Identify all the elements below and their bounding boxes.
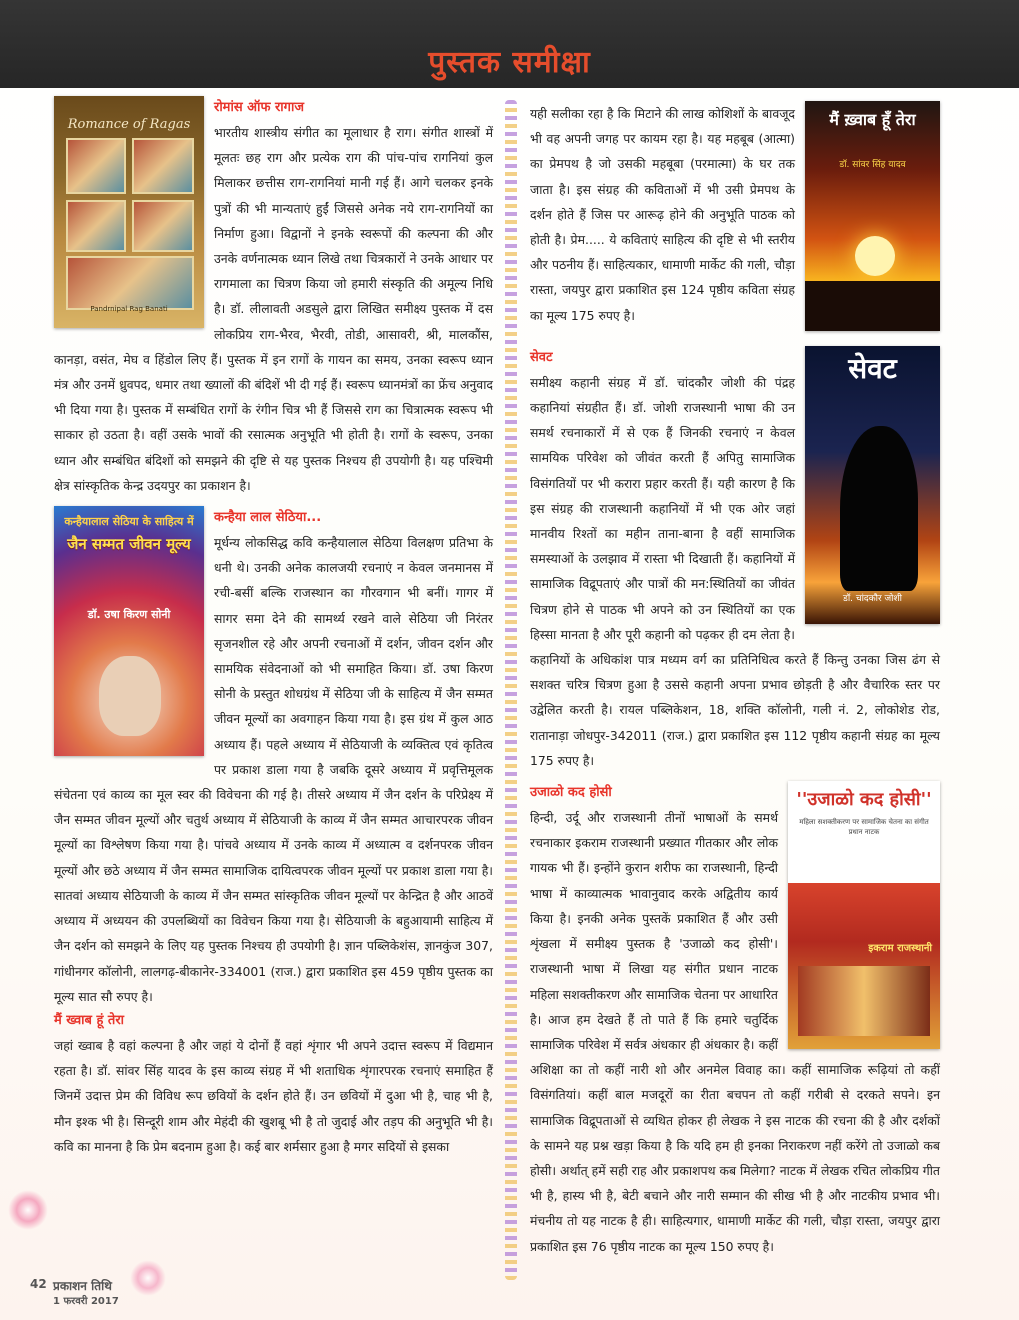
publication-date: 1 फरवरी 2017: [53, 1296, 119, 1307]
review-heading-ujalo: उजाळो कद होसी: [530, 785, 612, 801]
cover-subtitle: महिला सशक्तीकरण पर सामाजिक चेतना का संगीत प्रधान नाटक: [799, 818, 929, 837]
book-cover-romance-of-ragas: [54, 96, 204, 328]
book-cover-khwab: [805, 101, 940, 331]
cover-photo: [798, 966, 930, 1036]
book-cover-sethia: [54, 506, 204, 756]
review-heading-sethia: कन्हैया लाल सेठिया...: [214, 510, 322, 526]
review-text-romance-of-ragas: भारतीय शास्त्रीय संगीत का मूलाधार है राग। संगीत शास्त्रों में मूलतः छह राग और प्रत्येक राग की पांच-पांच रागनियां कुल मिलाकर छत्तीस राग-रागनियां मानी गई हैं। आगे चलकर इनके पुत्रों की भी मान्यताएं हुईं जिससे अनेक नये राग-रागनियों का निर्माण हुआ। विद्वानों ने इनके स्वरूपों की कल्पना की और उनके वर्णनात्मक ध्यान लिखे तथा चित्रकारों ने उनके आधार पर रागमाला का चित्रण किया जो हमारी संस्कृति की अमूल्य निधि है। डॉ. लीलावती अडसुले द्वारा लिखित समीक्ष्य पुस्तक में दस लोकप्रिय राग-भैरव, भैरवी, तोडी, आसावरी, श्री, मालकौंस, कानड़ा, वसंत, मेघ व हिंडोल लिए हैं। पुस्तक में इन रागों के गायन का समय, उनका स्वरूप ध्यान मंत्र और उनमें ध्रुवपद, धमार तथा ख्यालों की बंदिशें भी दी गई हैं। स्वरूप ध्यानमंत्रों का फ्रेंच अनुवाद भी दिया गया है। पुस्तक में सम्बंधित रागों के रंगीन चित्र भी हैं जिससे राग का चित्रात्मक स्वरूप भी साकार हो उठता है। वहीं उसके भावों की रसात्मक अनुभूति भी होती है। रागों के स्वरूप, उनका ध्यान और सम्बंधित बंदिशों को समझने की दृष्टि से यह पुस्तक निश्चय ही उपयोगी है। यह पश्चिमी क्षेत्र सांस्कृतिक केन्द्र उदयपुर का प्रकाशन है।: [54, 125, 493, 493]
left-column: [54, 96, 493, 1159]
review-text-khwab: जहां ख्वाब है वहां कल्पना है और जहां ये दोनों हैं वहां शृंगार भी अपने उदात्त स्वरूप में विद्यमान रहता है। डॉ. सांवर सिंह यादव के इस काव्य संग्रह में भी शताधिक शृंगारपरक रचनाएं समाहित हैं जिनमें उदात्त प्रेम की विविध रूप छवियों के दर्शन होते हैं। उन छवियों में दुआ भी है, चाह भी है, मौन इश्क भी है। सिन्दूरी शाम और मेहंदी की खुशबू भी है तो जुदाई और तड़प की अनुभूति भी है। कवि का मानना है कि प्रेम बदनाम हुआ है। कई बार शर्मसार हुआ है मगर सदियों से इसका: [54, 1037, 493, 1154]
publication-name: प्रकाशन तिथि: [53, 1279, 112, 1293]
cover-title: जैन सम्मत जीवन मूल्य: [67, 535, 191, 554]
right-column: [530, 101, 940, 1259]
miniature-painting: [132, 138, 194, 194]
cover-title: मैं ख़्वाब हूँ तेरा: [829, 110, 916, 129]
review-text-khwab-continued: यही सलीका रहा है कि मिटाने की लाख कोशिशों के बावजूद भी वह अपनी जगह पर कायम रहा है। यह महबूब (आत्मा) का प्रेमपथ है जो उसकी महबूबा (परमात्मा) के घर तक जाता है। इस संग्रह की कविताओं में भी उसी प्रेमपथ के दर्शन होते हैं जिस पर आरूढ़ होने की अनुभूति पाठक को होती है। प्रेम..... ये कविताएं साहित्य की दृष्टि से भी स्तरीय और पठनीय हैं। साहित्यकार, धामाणी मार्केट की गली, चौड़ा रास्ता, जयपुर द्वारा प्रकाशित इस 124 पृष्ठीय कविता संग्रह का मूल्य 175 रुपए है।: [530, 106, 795, 323]
page-number: 42: [30, 1277, 47, 1291]
flower-decoration: [8, 1190, 48, 1230]
woman-silhouette: [840, 426, 918, 591]
review-heading-sevat: सेवट: [530, 349, 553, 365]
miniature-painting: [66, 200, 126, 252]
cover-title: Romance of Ragas: [67, 117, 191, 132]
cover-author: डॉ. उषा किरण सोनी: [87, 608, 171, 622]
column-divider: [505, 100, 517, 1280]
review-text-sevat: समीक्ष्य कहानी संग्रह में डॉ. चांदकौर जोशी की पंद्रह कहानियां संग्रहीत हैं। डॉ. जोशी राजस्थानी भाषा की उन समर्थ रचनाकारों में से एक हैं जिनकी रचनाएं न केवल सामयिक परिवेश को जीवंत करती हैं अपितु सामाजिक विसंगतियों पर भी करारा प्रहार करती हैं। यही कारण है कि इस संग्रह की राजस्थानी कहानियों में भी एक ओर जहां मानवीय रिश्तों का महीन ताना-बाना है वहीं सामाजिक समस्याओं के उलझाव में रास्ता भी दिखाती हैं। कहानियों में सामाजिक विद्रूपताएं और पात्रों की मन:स्थितियों का जीवंत चित्रण होने से पाठक भी अपने को उन स्थितियों का एक हिस्सा मानता है और पूरी कहानी को पढ़कर ही दम लेता है। कहानियों के अधिकांश पात्र मध्यम वर्ग का प्रतिनिधित्व करते हैं किन्तु उनका जिस ढंग से सशक्त चरित्र चित्रण हुआ है उससे कहानी अपना प्रभाव छोड़ती है और वैचारिक स्तर पर उद्वेलित करती है। रायल पब्लिकेशन, 18, शक्ति कॉलोनी, गली नं. 2, लोकोशेड रोड, रातानाड़ा जोधपुर-342011 (राज.) द्वारा प्रकाशित इस 112 पृष्ठीय कहानी संग्रह का मूल्य 175 रुपए है।: [530, 374, 940, 768]
review-heading-romance-of-ragas: रोमांस ऑफ रागाज: [214, 100, 305, 115]
sun-illustration: [855, 236, 895, 276]
review-heading-khwab: मैं ख्वाब हूं तेरा: [54, 1012, 125, 1028]
miniature-painting: [132, 200, 194, 252]
review-text-ujalo: हिन्दी, उर्दू और राजस्थानी तीनों भाषाओं के समर्थ रचनाकार इकराम राजस्थानी प्रख्यात गीतकार और लोक गायक भी हैं। इन्होंने कुरान शरीफ का राजस्थानी, हिन्दी भाषा में काव्यात्मक भावानुवाद करके अद्वितीय कार्य किया है। इनकी अनेक पुस्तकें प्रकाशित हैं और उसी शृंखला में समीक्ष्य पुस्तक है 'उजाळो कद होसी'। राजस्थानी भाषा में लिखा यह संगीत प्रधान नाटक महिला सशक्तीकरण और सामाजिक चेतना पर आधारित है। आज हम देखते हैं तो पाते हैं कि हमारे चतुर्दिक सामाजिक परिवेश में सर्वत्र अंधकार ही अंधकार है। कहीं अशिक्षा का तो कहीं नारी शो और अनमेल विवाह का। कहीं सामाजिक रूढ़ियां तो कहीं विसंगतियां। कहीं बाल मजदूरों का रीता बचपन तो कहीं गरीबी से दरकते सपने। इन सामाजिक विद्रूपताओं से व्यथित होकर ही लेखक ने इस नाटक की रचना की है और दर्शकों के सामने यह प्रश्न खड़ा किया है कि यदि हम ही इनका निराकरण नहीं करेंगे तो उजाळो कब होसी। अर्थात् हमें सही राह और प्रकाशपथ कब मिलेगा? नाटक में लेखक रचित लोकप्रिय गीत भी है, हास्य भी है, बेटी बचाने और नारी सम्मान की सीख भी है और नाटकीय प्रभाव भी। मंचनीय तो यह नाटक है ही। साहित्यगार, धामाणी मार्केट की गली, चौड़ा रास्ता, जयपुर द्वारा प्रकाशित इस 76 पृष्ठीय नाटक का मूल्य 150 रुपए है।: [530, 810, 940, 1254]
cover-title: कन्हैयालाल सेठिया के साहित्य में: [64, 515, 194, 529]
portrait: [99, 656, 161, 736]
cover-title: सेवट: [848, 351, 897, 385]
miniature-painting: [66, 138, 126, 194]
cover-author: डॉ. चांदकौर जोशी: [843, 593, 902, 604]
flower-decoration: [130, 1260, 166, 1296]
review-text-sethia: मूर्धन्य लोकसिद्ध कवि कन्हैयालाल सेठिया विलक्षण प्रतिभा के धनी थे। उनकी अनेक कालजयी रचनाएं न केवल जनमानस में रची-बसीं बल्कि राजस्थान का गौरवगान भी बनीं। गागर में सागर समा देने की सामर्थ्य रखने वाले सेठिया जी निरंतर सृजनशील रहे और अपनी रचनाओं में दर्शन, जीवन दर्शन और सामयिक संवेदनाओं को भी समाहित किया। डॉ. उषा किरण सोनी के प्रस्तुत शोधग्रंथ में सेठिया जी के साहित्य में जैन सम्मत जीवन मूल्यों का अवगाहन किया गया है। इस ग्रंथ में कुल आठ अध्याय हैं। पहले अध्याय में सेठियाजी के व्यक्तित्व एवं कृतित्व पर प्रकाश डाला गया है जबकि दूसरे अध्याय में प्रवृत्तिमूलक संचेतना एवं काव्य का मूल स्वर की विवेचना की गई है। तीसरे अध्याय में जैन दर्शन के परिप्रेक्ष्य में जैन सम्मत जीवन मूल्यों और चतुर्थ अध्याय में सेठियाजी के काव्य में जैन सम्मत आचारपरक जीवन मूल्यों का विश्लेषण किया गया है। पांचवे अध्याय में उनके काव्य में अध्यात्म व दर्शनपरक जीवन मूल्यों और छठे अध्याय में जैन सम्मत सामाजिक दायित्वपरक जीवन मूल्यों पर प्रकाश डाला गया है। सातवां अध्याय सेठियाजी के काव्य में जैन सम्मत सांस्कृतिक जीवन मूल्यों पर केन्द्रित है और आठवें अध्याय में अध्ययन की उपलब्धियों का विवेचन किया गया है। सेठियाजी के बहुआयामी साहित्य में जैन दर्शन को समझने के लिए यह पुस्तक निश्चय ही उपयोगी है। ज्ञान पब्लिकेशंस, ज्ञानकुंज 307, गांधीनगर कॉलोनी, लालगढ़-बीकानेर-334001 (राज.) द्वारा प्रकाशित इस 459 पृष्ठीय पुस्तक का मूल्य सात सौ रुपए है।: [54, 535, 493, 1004]
cover-author: डॉ. सांवर सिंह यादव: [839, 160, 906, 170]
cover-caption: Pandrnipal Rag Banati: [90, 304, 168, 313]
ground-silhouette: [805, 281, 940, 331]
page-title: पुस्तक समीक्षा: [428, 45, 591, 80]
cover-author: इकराम राजस्थानी: [868, 943, 932, 955]
book-cover-ujalo: [788, 781, 940, 1049]
book-cover-sevat: [805, 346, 940, 624]
cover-title: ''उजाळो कद होसी'': [796, 789, 932, 811]
